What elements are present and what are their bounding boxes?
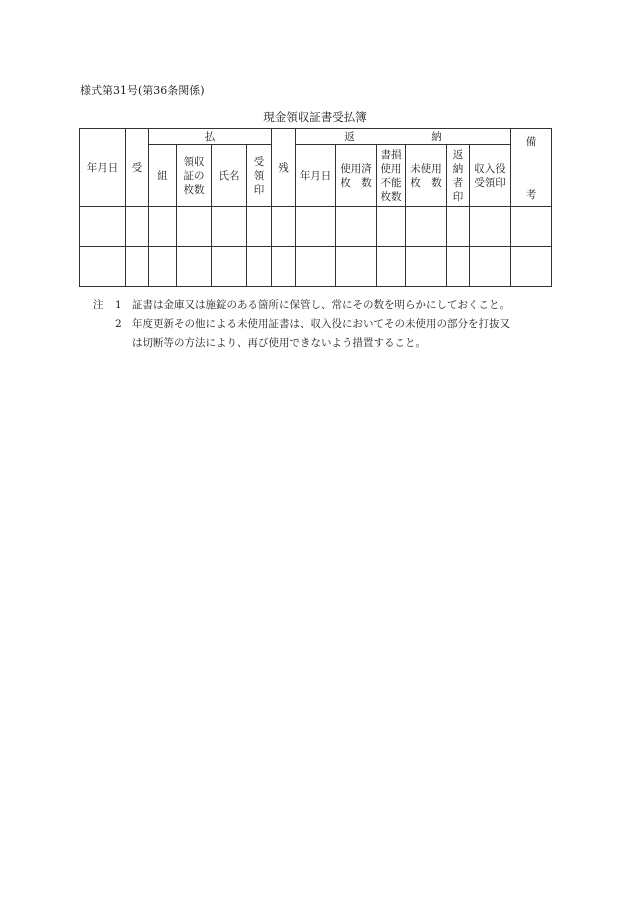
header-date: 年月日 (80, 129, 126, 207)
header-receipt-count (177, 145, 212, 207)
damaged-l4: 枚数 (380, 190, 402, 203)
header-damaged-count (377, 145, 406, 207)
header-name: 氏名 (212, 145, 247, 207)
note-1-number: 1 (115, 299, 122, 311)
header-unused-count (406, 145, 447, 207)
note-1 (93, 296, 510, 315)
header-return-date: 年月日 (296, 145, 336, 207)
header-return-right: 納 (431, 130, 442, 143)
header-kumi: 組 (149, 145, 177, 207)
header-cashier-seal (470, 145, 511, 207)
note-2 (93, 315, 510, 334)
unused-l2: 枚 数 (410, 176, 442, 189)
ledger-table (79, 128, 552, 287)
notes (93, 296, 510, 353)
note-2-text-line1: 年度更新その他による未使用証書は、収入役においてその未使用の部分を打抜又 (132, 318, 510, 330)
cashier-l1: 収入役 (474, 162, 506, 175)
note-2-text-line2: は切断等の方法により、再び使用できないよう措置すること。 (132, 337, 426, 349)
header-remarks (511, 129, 552, 207)
damaged-l1: 書損 (380, 148, 402, 161)
header-receive: 受 (126, 129, 149, 207)
table-row (80, 247, 552, 287)
header-return-left: 返 (344, 130, 355, 143)
header-balance: 残 (272, 129, 296, 207)
document-title: 現金領収証書受払簿 (263, 110, 367, 124)
header-return-group (296, 129, 511, 145)
remarks-top: 備 (525, 136, 537, 148)
used-l1: 使用済 (340, 162, 372, 175)
note-2-cont (93, 334, 510, 353)
unused-l1: 未使用 (410, 162, 442, 175)
receipt-count-l3: 枚数 (183, 183, 205, 196)
receipt-count-l1: 領収 (183, 155, 205, 168)
used-l2: 枚 数 (340, 176, 372, 189)
note-2-number: 2 (115, 318, 122, 330)
damaged-l3: 不能 (380, 176, 402, 189)
table-row (80, 207, 552, 247)
returner-l3: 者 (452, 176, 464, 189)
damaged-l2: 使用 (380, 162, 402, 175)
header-payout-group: 払 (149, 129, 272, 145)
seal-l3: 印 (253, 183, 265, 196)
header-returner-seal (447, 145, 470, 207)
returner-l2: 納 (452, 162, 464, 175)
returner-l4: 印 (452, 190, 464, 203)
returner-l1: 返 (452, 148, 464, 161)
cashier-l2: 受領印 (474, 176, 506, 189)
remarks-bottom: 考 (525, 189, 537, 201)
seal-l2: 領 (253, 169, 265, 182)
form-number: 様式第31号(第36条関係) (80, 84, 205, 97)
receipt-count-l2: 証の (183, 169, 205, 182)
note-1-text: 証書は金庫又は施錠のある箇所に保管し、常にその数を明らかにしておくこと。 (132, 299, 510, 311)
header-used-count (336, 145, 377, 207)
header-receipt-seal (247, 145, 272, 207)
notes-heading: 注 (93, 299, 104, 311)
seal-l1: 受 (253, 155, 265, 168)
